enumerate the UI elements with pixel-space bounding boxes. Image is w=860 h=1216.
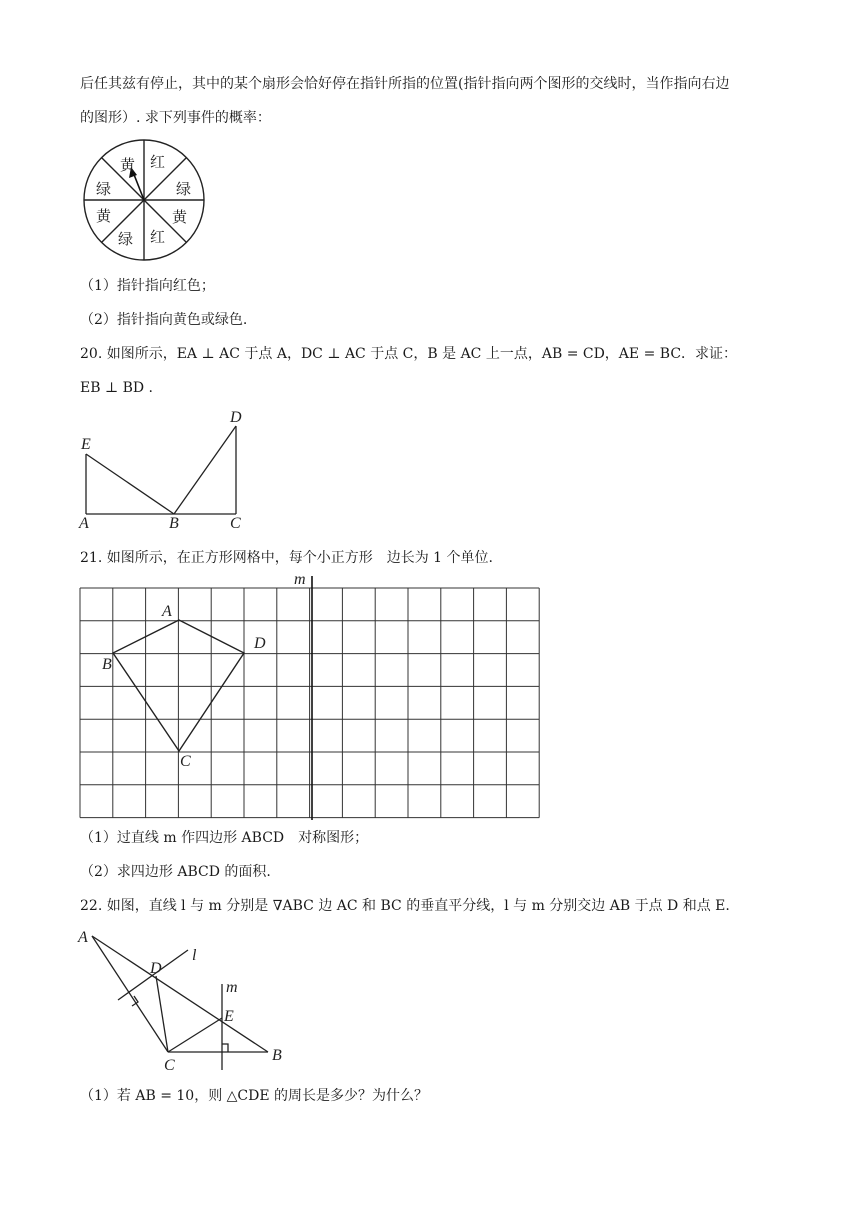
label-A: A [78,929,88,946]
wheel-sector-label: 绿 [176,182,192,198]
label-m: m [294,571,306,588]
wheel-sector-label: 红 [150,230,166,246]
wheel-sector-label: 黄 [172,210,188,226]
q21-text-line1: 21. 如图所示，在正方形网格中，每个小正方形 边长为 1 个单位. [80,550,493,566]
label-E: E [81,436,91,453]
label-A: A [79,515,89,532]
q22-text-line1: 22. 如图，直线 l 与 m 分别是 ∇ABC 边 AC 和 BC 的垂直平分线，l 与 m 分别交边 AB 于点 D 和点 E. [80,898,730,914]
label-B: B [272,1047,282,1064]
q22-part1: （1）若 AB = 10，则 △CDE 的周长是多少？为什么？ [80,1088,429,1104]
label-B: B [169,515,179,532]
q20-figure [76,404,266,534]
q21-part2: （2）求四边形 ABCD 的面积. [80,864,271,880]
label-C: C [180,753,191,770]
wheel-sector-label: 绿 [96,182,112,198]
wheel-sector-label: 黄 [96,209,112,225]
q19-part1: （1）指针指向红色； [80,278,215,294]
label-l: l [192,947,197,964]
wheel-sector-label: 黄 [120,158,136,174]
q21-grid-figure [76,568,546,824]
q21-part1: （1）过直线 m 作四边形 ABCD 对称图形； [80,830,369,846]
q20-text-line2: EB ⊥ BD . [80,380,153,396]
q20-text-line1: 20. 如图所示，EA ⊥ AC 于点 A，DC ⊥ AC 于点 C，B 是 AC 上一点，AB = CD，AE = BC．求证： [80,346,738,362]
label-C: C [230,515,241,532]
label-B: B [102,656,112,673]
label-C: C [164,1057,175,1074]
label-D: D [230,409,242,426]
q19-text-line2: 的图形）. 求下列事件的概率： [80,110,271,126]
spinner-wheel-figure [80,138,210,262]
label-A: A [162,603,172,620]
label-D: D [150,960,162,977]
wheel-sector-label: 绿 [118,232,134,248]
q19-text-line1: 后任其兹有停止，其中的某个扇形会恰好停在指针所指的位置(指针指向两个图形的交线时，当作指向右边 [80,76,730,92]
label-m: m [226,979,238,996]
q19-part2: （2）指针指向黄色或绿色. [80,312,248,328]
q22-figure [76,924,296,1074]
wheel-sector-label: 红 [150,155,166,171]
label-D: D [254,635,266,652]
label-E: E [224,1008,234,1025]
